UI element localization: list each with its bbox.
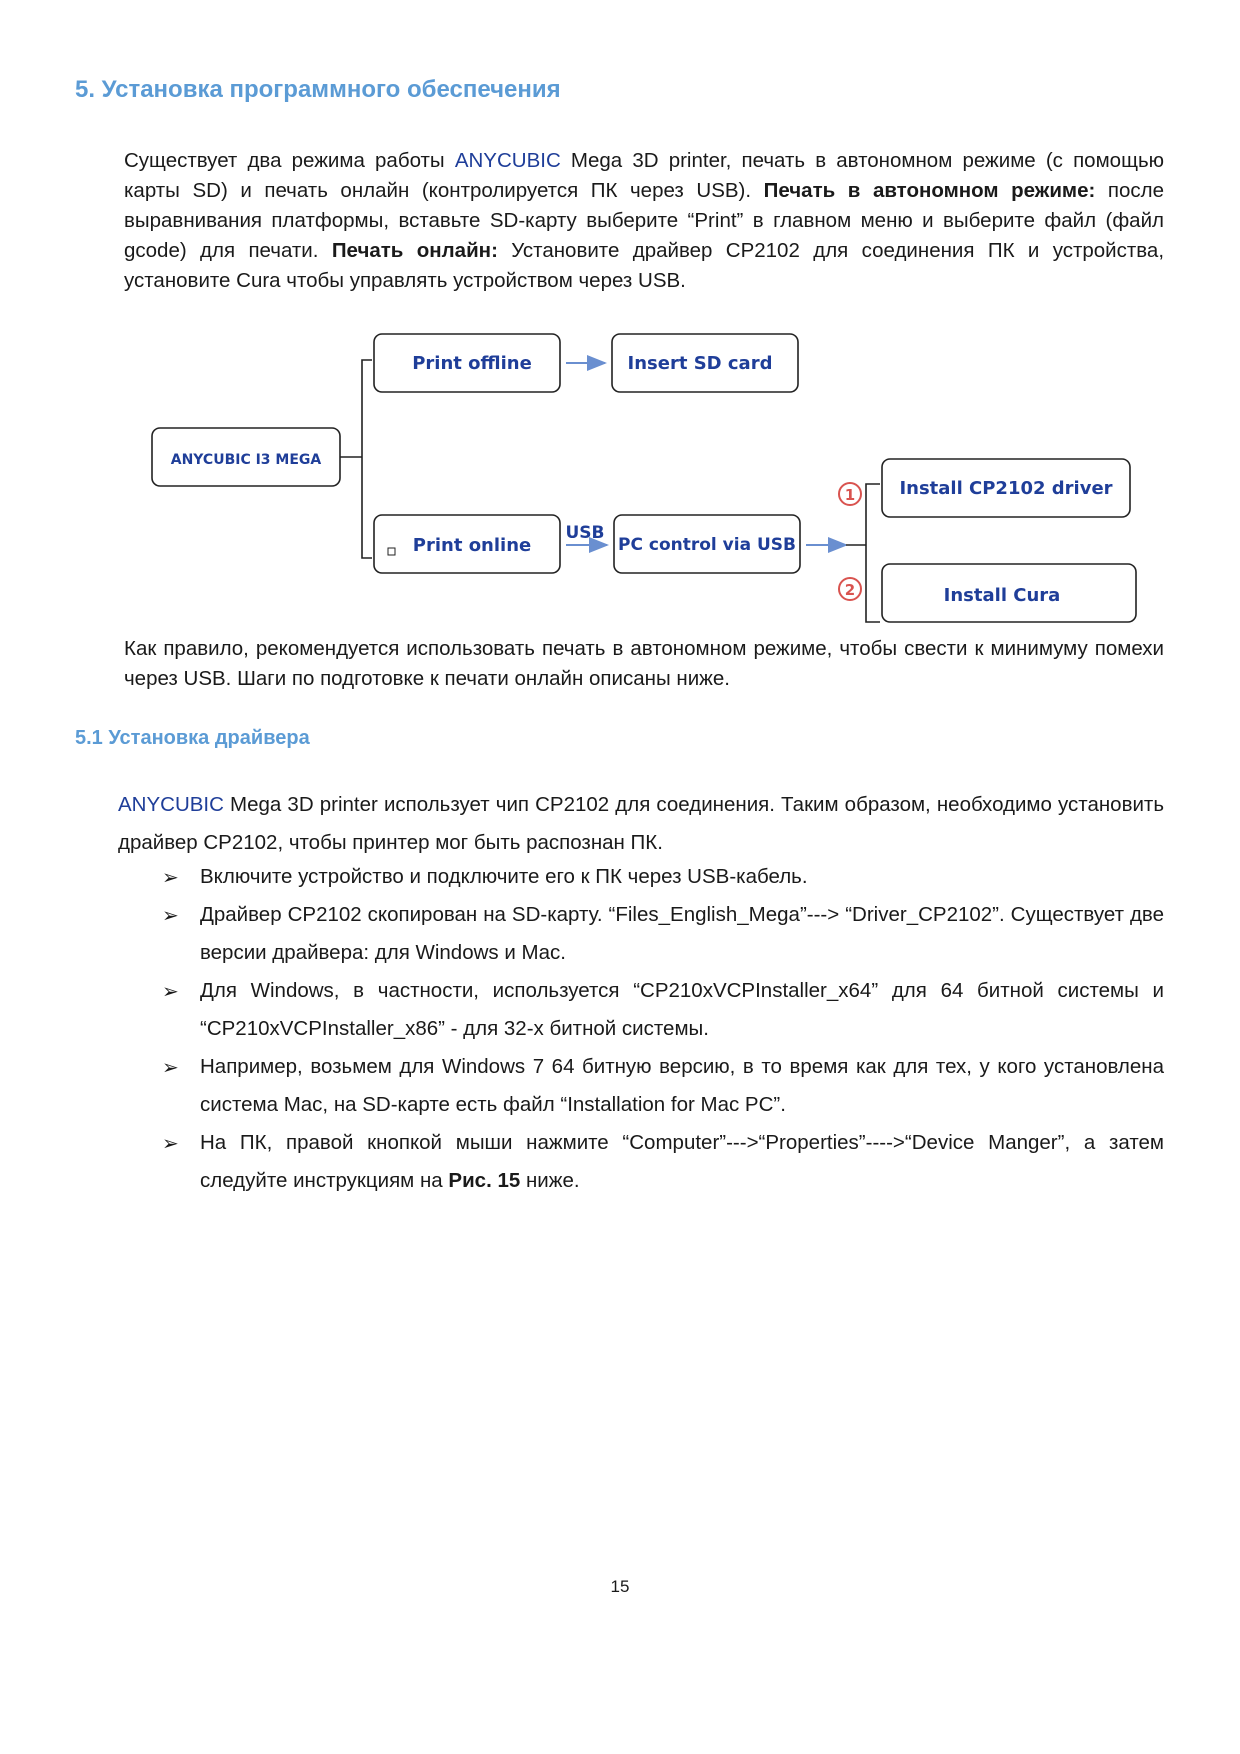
insert-sd-label: Insert SD card — [627, 353, 773, 374]
workflow-diagram — [0, 0, 1240, 640]
root-label: ANYCUBIC I3 MEGA — [170, 452, 322, 468]
bullet-arrow-icon: ➢ — [162, 865, 179, 889]
bullet-arrow-icon: ➢ — [162, 1131, 179, 1155]
install-cura-label: Install Cura — [943, 585, 1061, 606]
driver-intro-paragraph: ANYCUBIC Mega 3D printer использует чип CP2102 для соединения. Таким образом, необходимо установить драйвер CP2102, чтобы принтер мог быть распознан ПК. — [118, 793, 1164, 854]
usb-label: USB — [565, 523, 605, 543]
subsection-title: 5.1 Установка драйвера — [75, 727, 310, 749]
bullet-arrow-icon: ➢ — [162, 903, 179, 927]
section-title: 5. Установка программного обеспечения — [75, 76, 561, 103]
intro-paragraph: Существует два режима работы ANYCUBIC Mega 3D printer, печать в автономном режиме (с помощью карты SD) и печать онлайн (контролируется ПК через USB). Печать в автономном режиме: после выравнивания платформы, вставьте SD-карту выберите “Print” в главном меню и выберите файл (файл gcode) для печати. Печать онлайн: Установите драйвер CP2102 для соединения ПК и устройства, установите Cura чтобы управлять устройством через USB. — [124, 149, 1165, 292]
install-driver-label: Install CP2102 driver — [899, 478, 1113, 499]
list-item: ➢ На ПК, правой кнопкой мыши нажмите “Computer”--->“Properties”---->“Device Manger”, а затем следуйте инструкциям на Рис. 15 ниже. — [160, 1124, 1164, 1200]
print-offline-label: Print offline — [412, 353, 532, 374]
bullet-arrow-icon: ➢ — [162, 979, 179, 1003]
bullet-arrow-icon: ➢ — [162, 1055, 179, 1079]
pc-control-label: PC control via USB — [618, 535, 796, 555]
print-online-label: Print online — [412, 535, 532, 556]
brand-name-2: ANYCUBIC — [118, 793, 224, 816]
brand-name: ANYCUBIC — [454, 149, 561, 172]
offline-mode-label: Печать в автономном режиме: — [763, 179, 1096, 202]
steps-list — [160, 862, 1164, 1200]
page-number: 15 — [610, 1577, 630, 1596]
list-item: ➢ Драйвер CP2102 скопирован на SD-карту. “Files_English_Mega”---> “Driver_CP2102”. Существует две версии драйвера: для Windows и Mac. — [160, 896, 1164, 972]
note-paragraph: Как правило, рекомендуется использовать печать в автономном режиме, чтобы свести к минимуму помехи через USB. Шаги по подготовке к печати онлайн описаны ниже. — [124, 637, 1164, 690]
list-item: ➢ Включите устройство и подключите его к ПК через USB-кабель. — [160, 862, 1164, 892]
figure-reference: Рис. 15 — [448, 1169, 521, 1192]
step-1-number: 1 — [844, 486, 856, 504]
list-item: ➢ Например, возьмем для Windows 7 64 битную версию, в то время как для тех, у кого установлена система Mac, на SD-карте есть файл “Installation for Mac PC”. — [160, 1048, 1164, 1124]
step-2-number: 2 — [844, 581, 856, 599]
list-item: ➢ Для Windows, в частности, используется “CP210xVCPInstaller_x64” для 64 битной системы и “CP210xVCPInstaller_x86” - для 32-х битной системы. — [160, 972, 1164, 1048]
online-mode-label: Печать онлайн: — [331, 239, 498, 262]
